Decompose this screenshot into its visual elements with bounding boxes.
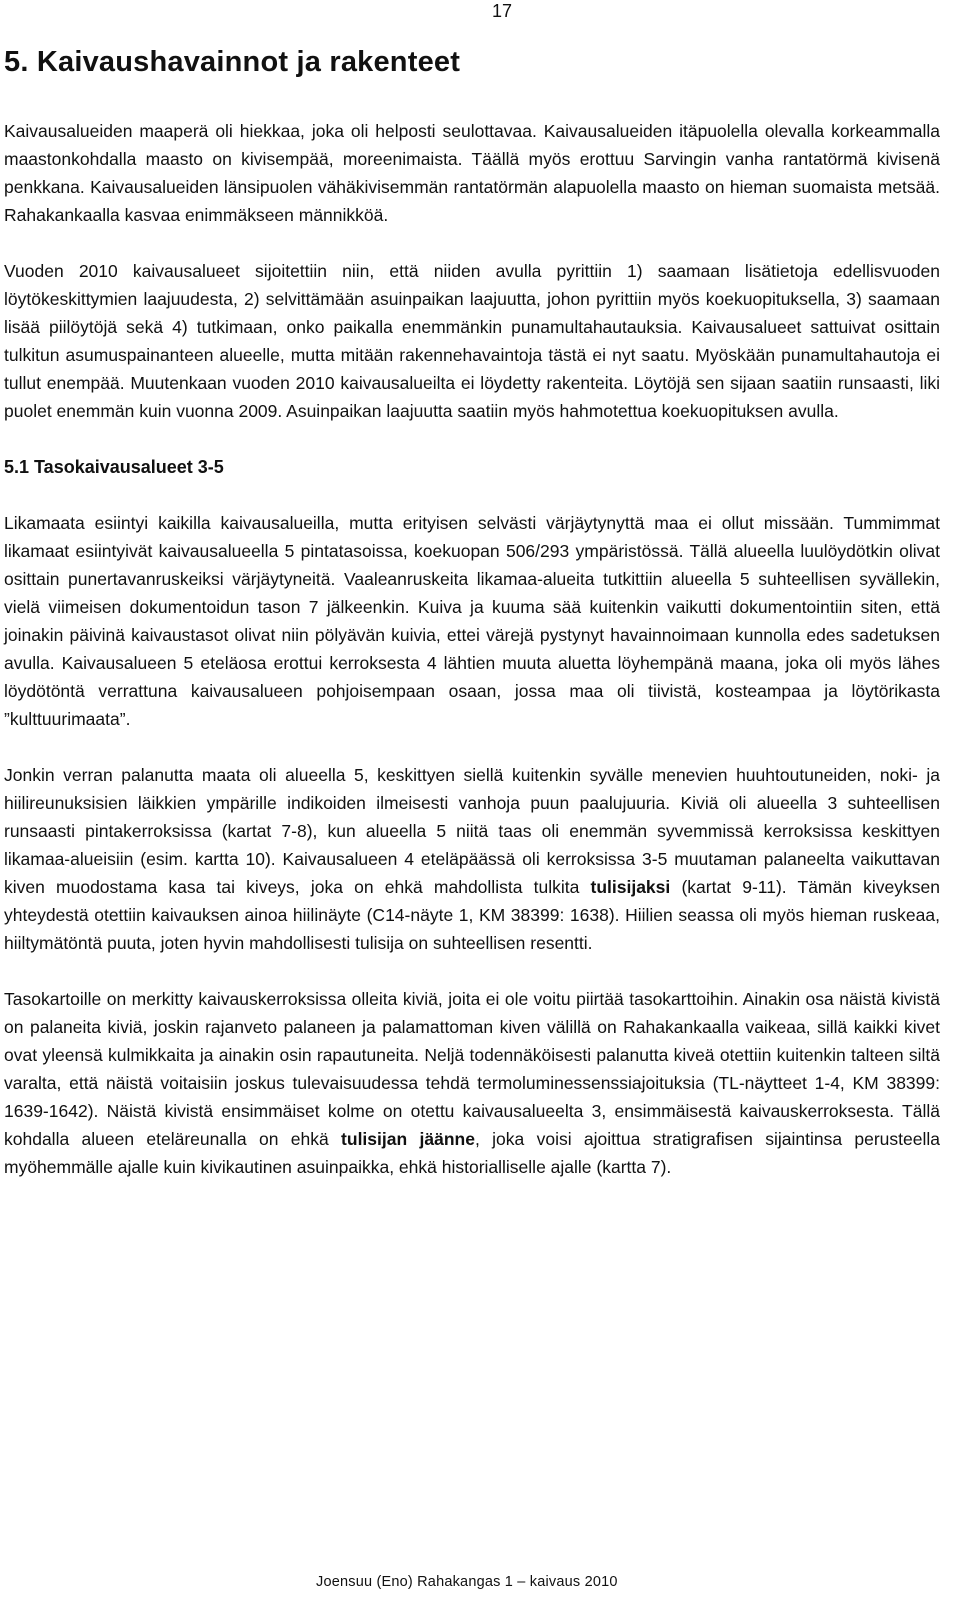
paragraph-burnt-soil-text-end: (kartat 9-11). Tämän kiveyksen yhteydestä otettiin kaivauksen ainoa hiilinäyte (C14-näyte 1, KM 38399: 1638). Hiilien seassa oli myös hieman ruskeaa, hiiltymätöntä puuta, joten hyvin mahdollisesti tulisija on suhteellisen resentti.	[4, 877, 940, 953]
paragraph-excavation-areas: Vuoden 2010 kaivausalueet sijoitettiin niin, että niiden avulla pyrittiin 1) saamaan lisätietoja edellisvuoden löytökeskittymien laajuudesta, 2) selvittämään asuinpaikan laajuutta, johon pyrittiin myös koekuopituksella, 3) saamaan lisää piilöytöjä sekä 4) tutkimaan, onko paikalla enemmänkin punamultahautauksia. Kaivausalueet sattuivat osittain tulkitun asumuspainanteen alueelle, mutta mitään rakennehavaintoja tästä ei nyt saatu. Myöskään punamultahautoja ei tullut enempää. Muutenkaan vuoden 2010 kaivausalueilta ei löydetty rakenteita. Löytöjä sen sijaan saatiin runsaasti, liki puolet enemmän kuin vuonna 2009. Asuinpaikan laajuutta saatiin myös hahmotettua koekuopituksen avulla.	[4, 261, 940, 421]
paragraph-burnt-soil	[4, 761, 940, 957]
body-text	[4, 117, 940, 1209]
page-number: 17	[491, 1, 512, 21]
paragraph-burnt-soil-text-start: Jonkin verran palanutta maata oli alueella 5, keskittyen siellä kuitenkin syvälle menevien huuhtoutuneiden, noki- ja hiilireunuksisien läikkien ympärille indikoiden ilmeisesti vanhoja puun paalujuuria. Kiviä oli alueella 3 suhteellisen runsaasti pintakerroksissa (kartat 7-8), kun alueella 5 niitä taas oli enemmän syvemmissä kerroksissa keskittyen likamaa-alueisiin (esim. kartta 10). Kaivausalueen 4 eteläpäässä oli kerroksissa 3-5 muutaman palaneelta vaikuttavan kiven muodostama kasa tai kiveys, joka on ehkä mahdollista tulkita	[4, 765, 940, 897]
term-tulisijan-jaanne: tulisijan jäänne	[341, 1129, 475, 1149]
term-tulisijaksi: tulisijaksi	[590, 877, 671, 897]
paragraph-stones	[4, 985, 940, 1181]
chapter-heading: 5. Kaivaushavainnot ja rakenteet	[4, 46, 461, 78]
paragraph-dirty-soil: Likamaata esiintyi kaikilla kaivausalueilla, mutta erityisen selvästi värjäytynyttä maa ei ollut missään. Tummimmat likamaat esiintyivät kaivausalueella 5 pintatasoissa, koekuopan 506/293 ympäristössä. Tällä alueella luulöydötkin olivat osittain punertavanruskeiksi värjäytyneitä. Vaaleanruskeita likamaa-alueita tutkittiin alueella 5 suhteellisen syvällekin, vielä viimeisen dokumentoidun tason 7 jälkeenkin. Kuiva ja kuuma sää kuitenkin vaikutti dokumentointiin siten, että joinakin päivinä kaivaustasot olivat niin pölyävän kuivia, ettei värejä pystynyt havainnoimaan kunnolla edes sadetuksen avulla. Kaivausalueen 5 eteläosa erottui kerroksesta 4 lähtien muuta aluetta löyhempänä maana, joka oli myös lähes löydötöntä verrattuna kaivausalueen pohjoisempaan osaan, jossa maa oli tiivistä, kosteampaa ja löytörikasta ”kulttuurimaata”.	[4, 513, 940, 729]
page-footer: Joensuu (Eno) Rahakangas 1 – kaivaus 2010	[316, 1574, 618, 1590]
paragraph-soil: Kaivausalueiden maaperä oli hiekkaa, joka oli helposti seulottavaa. Kaivausalueiden itäpuolella olevalla korkeammalla maastonkohdalla maasto on kivisempää, moreenimaista. Täällä myös erottuu Sarvingin vanha rantatörmä kivisenä penkkana. Kaivausalueiden länsipuolen vähäkivisemmän rantatörmän alapuolella maasto on hieman suomaista metsää. Rahakankaalla kasvaa enimmäkseen männikköä.	[4, 121, 940, 225]
paragraph-stones-text-end: , joka voisi ajoittua stratigrafisen sijaintinsa perusteella myöhemmälle ajalle kuin kivikautinen asuinpaikka, ehkä historialliselle ajalle (kartta 7).	[4, 1129, 940, 1177]
paragraph-stones-text-start: Tasokartoille on merkitty kaivauskerroksissa olleita kiviä, joita ei ole voitu piirtää tasokarttoihin. Ainakin osa näistä kivistä on palaneita kiviä, joskin rajanveto palaneen ja palamattoman kiven välillä on Rahakankaalla vaikeaa, sillä kaikki kivet ovat yleensä kulmikkaita ja ainakin osin rapautuneita. Neljä todennäköisesti palanutta kiveä otettiin kuitenkin talteen siltä varalta, että näistä voitaisiin joskus tulevaisuudessa tehdä termoluminessenssiajoituksia (TL-näytteet 1-4, KM 38399: 1639-1642). Näistä kivistä ensimmäiset kolme on otettu kaivausalueelta 3, ensimmäisestä kaivauskerroksesta. Tällä kohdalla alueen eteläreunalla on ehkä	[4, 989, 940, 1149]
section-heading: 5.1 Tasokaivausalueet 3-5	[4, 457, 224, 477]
